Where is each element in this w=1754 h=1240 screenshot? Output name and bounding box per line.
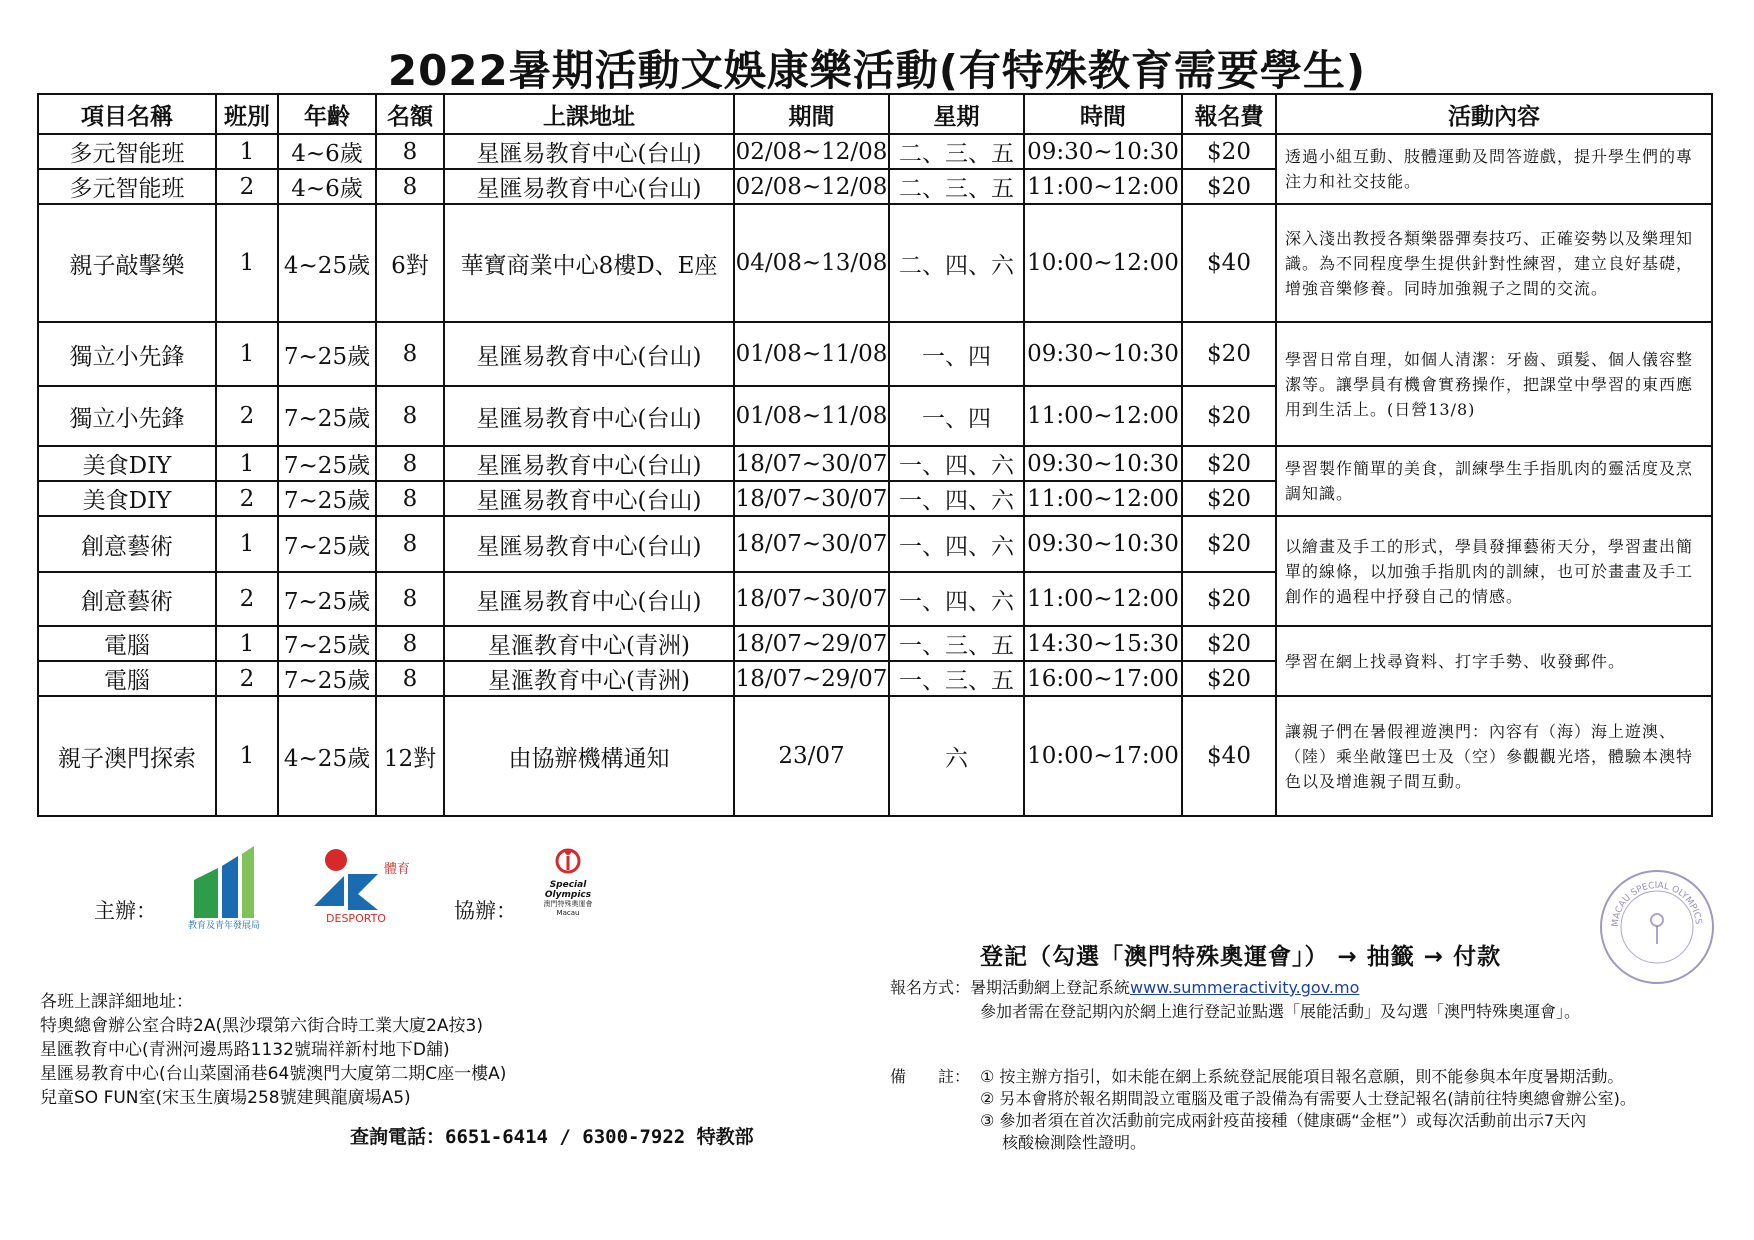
- cell-quota: 12對: [376, 696, 444, 816]
- address-line: 兒童SO FUN室(宋玉生廣場258號建興龍廣場A5): [40, 1088, 411, 1108]
- address-list: [40, 990, 506, 1110]
- cell-days: 一、四、六: [889, 572, 1024, 626]
- table-row: [38, 626, 1712, 661]
- cell-quota: 8: [376, 386, 444, 446]
- cell-quota: 8: [376, 134, 444, 169]
- cell-name: 創意藝術: [38, 516, 216, 572]
- cell-age: 7~25歲: [278, 446, 376, 481]
- so-line4: Macau: [556, 909, 580, 917]
- table-row: [38, 322, 1712, 386]
- cell-class: 2: [216, 169, 278, 204]
- col-header: 班別: [216, 94, 278, 134]
- cell-time: 10:00~17:00: [1024, 696, 1182, 816]
- cell-days: 六: [889, 696, 1024, 816]
- cell-name: 多元智能班: [38, 169, 216, 204]
- cell-name: 多元智能班: [38, 134, 216, 169]
- cell-age: 4~25歲: [278, 696, 376, 816]
- host-label: 主辦：: [94, 899, 157, 923]
- co-organizer-label: 協辦：: [454, 899, 517, 923]
- cell-time: 16:00~17:00: [1024, 661, 1182, 696]
- cell-address: 星匯易教育中心(台山): [444, 322, 734, 386]
- cell-period: 02/08~12/08: [734, 169, 889, 204]
- dsedj-logo-icon: [188, 846, 260, 918]
- note-item: ② 另本會將於報名期間設立電腦及電子設備為有需要人士登記報名(請前往特奧總會辦公室)。: [980, 1089, 1636, 1108]
- cell-quota: 8: [376, 516, 444, 572]
- cell-class: 1: [216, 134, 278, 169]
- cell-period: 18/07~30/07: [734, 481, 889, 516]
- cell-time: 11:00~12:00: [1024, 386, 1182, 446]
- cell-fee: $20: [1182, 516, 1276, 572]
- cell-description: 以繪畫及手工的形式，學員發揮藝術天分，學習畫出簡單的線條，以加強手指肌肉的訓練，也可於畫畫及手工創作的過程中抒發自己的情感。: [1276, 516, 1712, 626]
- col-header: 報名費: [1182, 94, 1276, 134]
- cell-period: 04/08~13/08: [734, 204, 889, 322]
- cell-class: 1: [216, 626, 278, 661]
- cell-class: 2: [216, 572, 278, 626]
- cell-time: 09:30~10:30: [1024, 516, 1182, 572]
- cell-description: 透過小組互動、肢體運動及問答遊戲，提升學生們的專注力和社交技能。: [1276, 134, 1712, 204]
- page-title: 2022暑期活動文娛康樂活動(有特殊教育需要學生): [387, 46, 1367, 95]
- so-line3: 澳門特殊奧運會: [543, 900, 593, 908]
- cell-name: 獨立小先鋒: [38, 322, 216, 386]
- col-header: 項目名稱: [38, 94, 216, 134]
- cell-period: 18/07~29/07: [734, 626, 889, 661]
- cell-description: 學習製作簡單的美食，訓練學生手指肌肉的靈活度及烹調知識。: [1276, 446, 1712, 516]
- cell-name: 美食DIY: [38, 446, 216, 481]
- special-olympics-logo: [536, 846, 600, 926]
- cell-address: 星匯易教育中心(台山): [444, 386, 734, 446]
- cell-days: 二、三、五: [889, 134, 1024, 169]
- cell-days: 二、三、五: [889, 169, 1024, 204]
- address-line: 星匯易教育中心(台山菜園涌巷64號澳門大廈第二期C座一樓A): [40, 1064, 507, 1084]
- cell-description: 讓親子們在暑假裡遊澳門：內容有（海）海上遊澳、（陸）乘坐敞篷巴士及（空）參觀觀光塔，體驗本澳特色以及增進親子間互動。: [1276, 696, 1712, 816]
- table-header-row: [38, 94, 1712, 134]
- cell-age: 4~25歲: [278, 204, 376, 322]
- cell-age: 7~25歲: [278, 626, 376, 661]
- cell-description: 學習日常自理，如個人清潔：牙齒、頭髮、個人儀容整潔等。讓學員有機會實務操作，把課堂中學習的東西應用到生活上。(日營13/8): [1276, 322, 1712, 446]
- cell-days: 二、四、六: [889, 204, 1024, 322]
- cell-age: 7~25歲: [278, 661, 376, 696]
- table-row: [38, 446, 1712, 481]
- cell-period: 02/08~12/08: [734, 134, 889, 169]
- cell-time: 11:00~12:00: [1024, 572, 1182, 626]
- col-header: 年齡: [278, 94, 376, 134]
- cell-fee: $20: [1182, 386, 1276, 446]
- cell-class: 1: [216, 204, 278, 322]
- cell-address: 星匯易教育中心(台山): [444, 481, 734, 516]
- cell-quota: 8: [376, 446, 444, 481]
- cell-name: 創意藝術: [38, 572, 216, 626]
- cell-name: 電腦: [38, 626, 216, 661]
- cell-class: 1: [216, 446, 278, 481]
- cell-period: 18/07~30/07: [734, 572, 889, 626]
- cell-age: 4~6歲: [278, 169, 376, 204]
- col-header: 名額: [376, 94, 444, 134]
- cell-fee: $20: [1182, 661, 1276, 696]
- cell-class: 1: [216, 516, 278, 572]
- cell-description: 學習在網上找尋資料、打字手勢、收發郵件。: [1276, 626, 1712, 696]
- cell-name: 親子澳門探索: [38, 696, 216, 816]
- cell-fee: $20: [1182, 322, 1276, 386]
- registration-flow: 登記（勾選「澳門特殊奧運會」） → 抽籤 → 付款: [980, 944, 1502, 970]
- cell-time: 09:30~10:30: [1024, 446, 1182, 481]
- cell-quota: 6對: [376, 204, 444, 322]
- cell-quota: 8: [376, 169, 444, 204]
- notes-label: 備 註：: [890, 1067, 971, 1086]
- note-item: 核酸檢測陰性證明。: [1002, 1133, 1147, 1152]
- cell-address: 由協辦機構通知: [444, 696, 734, 816]
- cell-period: 01/08~11/08: [734, 386, 889, 446]
- dsedj-logo: [187, 846, 260, 931]
- dsedj-caption: 教育及青年發展局: [187, 921, 260, 931]
- method-text: 暑期活動網上登記系統: [970, 978, 1131, 997]
- cell-quota: 8: [376, 661, 444, 696]
- cell-days: 一、四、六: [889, 481, 1024, 516]
- cell-address: 星匯易教育中心(台山): [444, 572, 734, 626]
- registration-link[interactable]: www.summeractivity.gov.mo: [1130, 978, 1360, 997]
- table-row: [38, 134, 1712, 169]
- cell-fee: $40: [1182, 204, 1276, 322]
- method-line2: 參加者需在登記期內於網上進行登記並點選「展能活動」及勾選「澳門特殊奧運會」。: [980, 1002, 1581, 1021]
- address-line: 星匯教育中心(青洲河邊馬路1132號瑞祥新村地下D舖): [40, 1040, 450, 1060]
- cell-quota: 8: [376, 322, 444, 386]
- cell-period: 01/08~11/08: [734, 322, 889, 386]
- cell-fee: $40: [1182, 696, 1276, 816]
- cell-period: 18/07~29/07: [734, 661, 889, 696]
- cell-name: 親子敲擊樂: [38, 204, 216, 322]
- special-olympics-icon: [551, 846, 585, 876]
- cell-name: 獨立小先鋒: [38, 386, 216, 446]
- cell-time: 09:30~10:30: [1024, 322, 1182, 386]
- table-row: [38, 696, 1712, 816]
- col-header: 活動內容: [1276, 94, 1712, 134]
- cell-fee: $20: [1182, 572, 1276, 626]
- cell-class: 1: [216, 696, 278, 816]
- cell-fee: $20: [1182, 169, 1276, 204]
- cell-age: 7~25歲: [278, 386, 376, 446]
- cell-days: 一、四、六: [889, 516, 1024, 572]
- desporto-caption: DESPORTO: [326, 912, 386, 925]
- cell-period: 18/07~30/07: [734, 516, 889, 572]
- cell-address: 星匯易教育中心(台山): [444, 516, 734, 572]
- cell-days: 一、四: [889, 386, 1024, 446]
- cell-period: 23/07: [734, 696, 889, 816]
- cell-quota: 8: [376, 481, 444, 516]
- cell-age: 7~25歲: [278, 481, 376, 516]
- cell-address: 星匯易教育中心(台山): [444, 134, 734, 169]
- cell-quota: 8: [376, 626, 444, 661]
- cell-time: 10:00~12:00: [1024, 204, 1182, 322]
- organization-stamp: [1598, 868, 1716, 986]
- cell-name: 電腦: [38, 661, 216, 696]
- cell-address: 星匯易教育中心(台山): [444, 446, 734, 481]
- notes-section: [890, 1066, 1636, 1154]
- cell-address: 星匯易教育中心(台山): [444, 169, 734, 204]
- col-header: 星期: [889, 94, 1024, 134]
- cell-fee: $20: [1182, 481, 1276, 516]
- method-label: 報名方式：: [890, 978, 971, 997]
- cell-fee: $20: [1182, 134, 1276, 169]
- note-item: ① 按主辦方指引，如未能在網上系統登記展能項目報名意願，則不能參與本年度暑期活動。: [980, 1067, 1624, 1086]
- note-item: ③ 參加者須在首次活動前完成兩針疫苗接種（健康碼“金框”）或每次活動前出示7天內: [980, 1111, 1587, 1130]
- cell-age: 7~25歲: [278, 516, 376, 572]
- cell-days: 一、四、六: [889, 446, 1024, 481]
- stamp-text: MACAU SPECIAL OLYMPICS: [1610, 880, 1703, 928]
- col-header: 期間: [734, 94, 889, 134]
- cell-days: 一、三、五: [889, 661, 1024, 696]
- schedule-table: [37, 93, 1713, 817]
- cell-age: 7~25歲: [278, 322, 376, 386]
- cell-address: 星滙教育中心(青洲): [444, 661, 734, 696]
- table-row: [38, 516, 1712, 572]
- cell-class: 1: [216, 322, 278, 386]
- cell-fee: $20: [1182, 446, 1276, 481]
- cell-class: 2: [216, 481, 278, 516]
- address-line: 特奧總會辦公室合時2A(黑沙環第六街合時工業大廈2A按3): [40, 1016, 483, 1036]
- cell-days: 一、四: [889, 322, 1024, 386]
- col-header: 時間: [1024, 94, 1182, 134]
- cell-time: 09:30~10:30: [1024, 134, 1182, 169]
- cell-address: 星滙教育中心(青洲): [444, 626, 734, 661]
- cell-time: 11:00~12:00: [1024, 169, 1182, 204]
- cell-time: 14:30~15:30: [1024, 626, 1182, 661]
- cell-class: 2: [216, 386, 278, 446]
- col-header: 上課地址: [444, 94, 734, 134]
- so-line1: Special: [549, 880, 587, 890]
- cell-fee: $20: [1182, 626, 1276, 661]
- enquiry-phone: 查詢電話：6651-6414 / 6300-7922 特教部: [350, 1126, 754, 1148]
- cell-age: 7~25歲: [278, 572, 376, 626]
- cell-name: 美食DIY: [38, 481, 216, 516]
- table-row: [38, 204, 1712, 322]
- registration-method: [890, 976, 1580, 1024]
- cell-class: 2: [216, 661, 278, 696]
- cell-description: 深入淺出教授各類樂器彈奏技巧、正確姿勢以及樂理知識。為不同程度學生提供針對性練習，建立良好基礎，增強音樂修養。同時加強親子之間的交流。: [1276, 204, 1712, 322]
- cell-period: 18/07~30/07: [734, 446, 889, 481]
- cell-time: 11:00~12:00: [1024, 481, 1182, 516]
- cell-quota: 8: [376, 572, 444, 626]
- desporto-side-text: 體育: [384, 862, 411, 877]
- desporto-logo: [314, 848, 410, 928]
- stamp-seal-icon: [1598, 868, 1716, 986]
- cell-age: 4~6歲: [278, 134, 376, 169]
- cell-address: 華寶商業中心8樓D、E座: [444, 204, 734, 322]
- cell-days: 一、三、五: [889, 626, 1024, 661]
- address-heading: 各班上課詳細地址：: [40, 992, 193, 1012]
- so-line2: Olympics: [544, 890, 592, 900]
